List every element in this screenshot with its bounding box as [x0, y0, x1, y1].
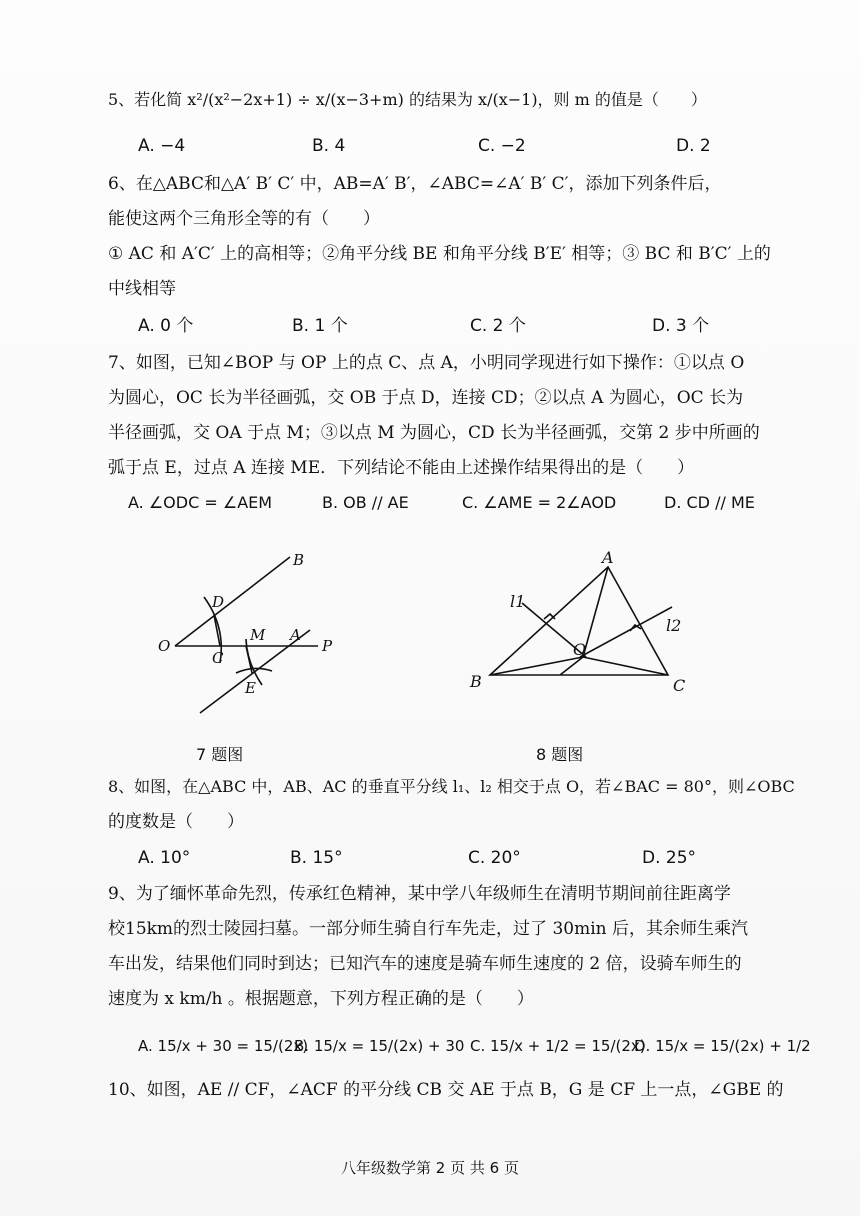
- right-angle-mark-1: [544, 614, 555, 619]
- figure-7-caption: 7 题图: [196, 745, 244, 764]
- q9-option-c: C. 15/x + 1/2 = 15/(2x): [470, 1037, 646, 1055]
- question-8-line2: 的度数是（ ）: [108, 812, 244, 832]
- question-6-condition-line2: 中线相等: [108, 279, 176, 299]
- question-9-line3: 车出发，结果他们同时到达；已知汽车的速度是骑车师生速度的 2 倍，设骑车师生的: [108, 954, 742, 974]
- label-a: A: [290, 626, 301, 644]
- q7-option-d: D. CD // ME: [664, 493, 755, 512]
- question-7-line4: 弧于点 E，过点 A 连接 ME．下列结论不能由上述操作结果得出的是（ ）: [108, 458, 695, 478]
- label-p: P: [322, 637, 333, 655]
- q5-option-a: A. −4: [138, 136, 186, 156]
- q6-option-b: B. 1 个: [292, 316, 348, 336]
- q9-option-d: D. 15/x = 15/(2x) + 1/2: [634, 1037, 811, 1055]
- question-9-line1: 9、为了缅怀革命先烈，传承红色精神，某中学八年级师生在清明节期间前往距离学: [108, 884, 731, 904]
- question-9-line4: 速度为 x km/h 。根据题意，下列方程正确的是（ ）: [108, 989, 534, 1009]
- question-7-line2: 为圆心，OC 长为半径画弧，交 OB 于点 D，连接 CD；②以点 A 为圆心，OC 长为: [108, 388, 744, 408]
- q9-option-a: A. 15/x + 30 = 15/(2x): [138, 1037, 309, 1055]
- label-c: C: [673, 676, 686, 695]
- line-l2: [580, 607, 672, 657]
- q8-option-c: C. 20°: [468, 848, 521, 868]
- segment-oc: [583, 657, 668, 675]
- page-footer: 八年级数学第 2 页 共 6 页: [341, 1159, 519, 1177]
- question-6-condition-line1: ① AC 和 A′C′ 上的高相等；②角平分线 BE 和角平分线 B′E′ 相等；③ BC 和 B′C′ 上的: [108, 244, 771, 264]
- q8-option-a: A. 10°: [138, 848, 191, 868]
- label-b: B: [293, 551, 305, 569]
- label-m: M: [250, 626, 266, 644]
- label-l2: l2: [666, 616, 682, 635]
- q6-option-a: A. 0 个: [138, 316, 194, 336]
- q9-option-b: B. 15/x = 15/(2x) + 30: [294, 1037, 465, 1055]
- question-9-line2: 校15km的烈士陵园扫墓。一部分师生骑自行车先走，过了 30min 后，其余师生乘汽: [108, 919, 748, 939]
- q7-option-c: C. ∠AME = 2∠AOD: [462, 493, 617, 512]
- question-6-stem-line1: 6、在△ABC和△A′ B′ C′ 中，AB=A′ B′，∠ABC=∠A′ B′ C′，添加下列条件后，: [108, 174, 722, 194]
- figure-7: [150, 545, 390, 735]
- q8-option-b: B. 15°: [290, 848, 343, 868]
- q5-option-c: C. −2: [478, 136, 526, 156]
- label-d: D: [212, 593, 225, 611]
- question-7-line3: 半径画弧，交 OA 于点 M；③以点 M 为圆心，CD 长为半径画弧，交第 2 步中所画的: [108, 423, 760, 443]
- q7-option-a: A. ∠ODC = ∠AEM: [128, 493, 273, 512]
- label-a: A: [602, 548, 614, 567]
- q6-option-c: C. 2 个: [470, 316, 526, 336]
- q6-option-d: D. 3 个: [652, 316, 710, 336]
- q5-option-b: B. 4: [312, 136, 346, 156]
- q5-option-d: D. 2: [676, 136, 711, 156]
- question-8-line1: 8、如图，在△ABC 中，AB、AC 的垂直平分线 l₁、l₂ 相交于点 O，若∠BAC = 80°，则∠OBC: [108, 777, 795, 796]
- label-b: B: [470, 672, 482, 691]
- segment-ob: [490, 657, 583, 675]
- ray-ob: [175, 557, 290, 646]
- q7-option-b: B. OB // AE: [322, 493, 409, 512]
- question-7-line1: 7、如图，已知∠BOP 与 OP 上的点 C、点 A，小明同学现进行如下操作：①以点 O: [108, 353, 745, 373]
- question-10-line1: 10、如图，AE // CF，∠ACF 的平分线 CB 交 AE 于点 B，G 是 CF 上一点，∠GBE 的: [108, 1080, 784, 1100]
- label-c: C: [212, 649, 224, 667]
- label-l1: l1: [510, 592, 526, 611]
- label-e: E: [245, 679, 256, 697]
- question-5-stem: 5、若化简 x²/(x²−2x+1) ÷ x/(x−3+m) 的结果为 x/(x−1)，则 m 的值是（ ）: [108, 90, 707, 109]
- label-o: O: [573, 640, 587, 659]
- label-o: O: [158, 637, 171, 655]
- figure-8: [460, 545, 710, 705]
- figure-8-caption: 8 题图: [536, 745, 584, 764]
- q8-option-d: D. 25°: [642, 848, 697, 868]
- right-angle-mark-2: [630, 625, 641, 631]
- question-6-stem-line2: 能使这两个三角形全等的有（ ）: [108, 209, 380, 229]
